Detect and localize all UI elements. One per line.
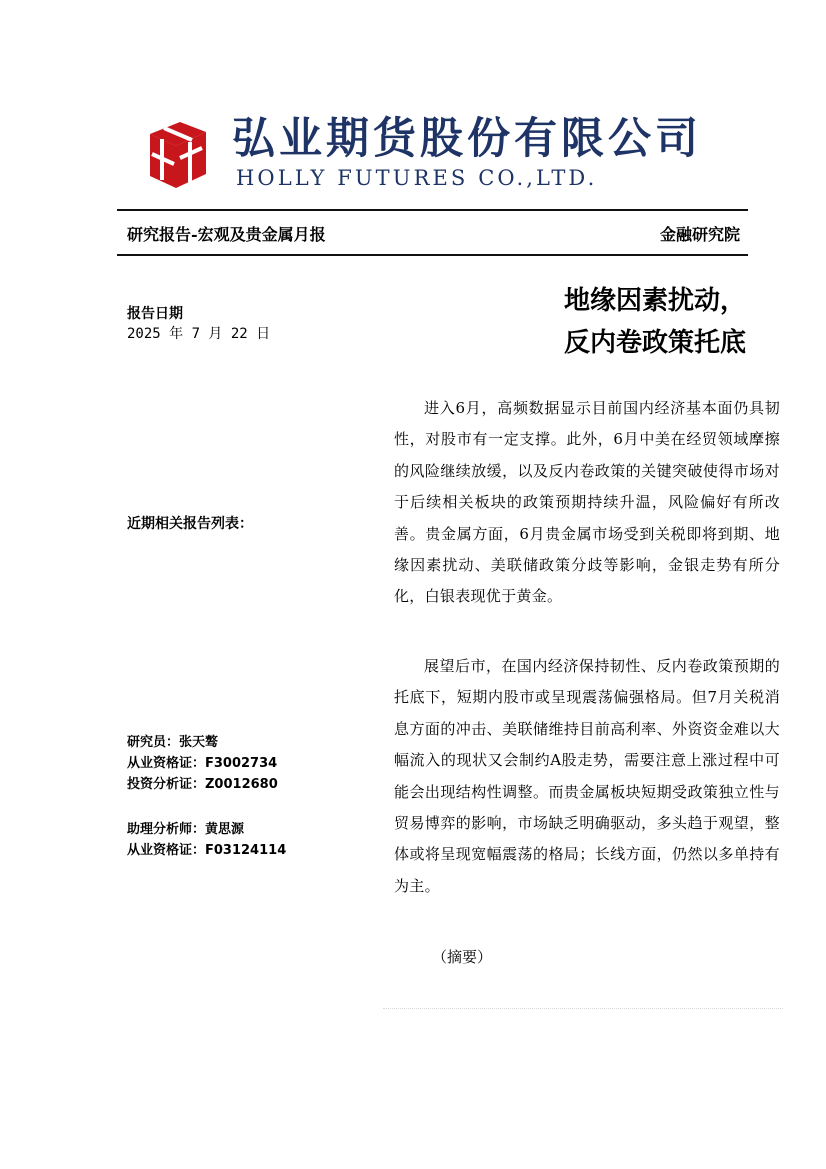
report-title-line-1: 地缘因素扰动， [563,286,746,316]
report-type: 研究报告-宏观及贵金属月报 [127,225,326,244]
report-date-label: 报告日期 [127,306,183,322]
related-reports-label: 近期相关报告列表： [127,516,253,532]
header-top-rule [117,209,748,211]
summary-paragraph-2: 展望后市，在国内经济保持韧性、反内卷政策预期的托底下，短期内股市或呈现震荡偏强格局。但7月关税消息方面的冲击、美联储维持目前高利率、外资资金难以大幅流入的现状又会制约A股走势，需要注意上涨过程中可能会出现结构性调整。而贵金属板块短期受政策独立性与贸易博弈的影响，市场缺乏明确驱动，多头趋于观望，整体或将呈现宽幅震荡的格局；长线方面，仍然以多单持有为主。 [394,657,780,895]
header-bottom-rule [117,254,748,256]
summary-paragraph-1: 进入6月，高频数据显示目前国内经济基本面仍具韧性，对股市有一定支撑。此外，6月中美在经贸领域摩擦的风险继续放缓，以及反内卷政策的关键突破使得市场对于后续相关板块的政策预期持续升温，风险偏好有所改善。贵金属方面，6月贵金属市场受到关税即将到期、地缘因素扰动、美联储政策分歧等影响，金银走势有所分化，白银表现优于黄金。 [394,399,780,606]
report-title-line-2: 反内卷政策托底 [563,328,746,358]
assistant-analyst-name: 助理分析师：黄思源 [127,822,245,837]
dotted-divider [383,1008,783,1009]
institute-name: 金融研究院 [659,225,740,244]
researcher-advisor-license: 投资分析证：Z0012680 [127,777,278,792]
assistant-analyst-license: 从业资格证：F03124114 [127,843,287,858]
company-name-english: HOLLY FUTURES CO.,LTD. [236,166,598,190]
report-date-value: 2025 年 7 月 22 日 [127,326,271,342]
researcher-license: 从业资格证：F3002734 [127,756,278,771]
company-name-chinese: 弘业期货股份有限公司 [232,114,702,164]
researcher-name: 研究员：张天骜 [127,735,219,750]
company-logo-icon [140,118,212,190]
summary-label: （摘要） [432,948,493,966]
